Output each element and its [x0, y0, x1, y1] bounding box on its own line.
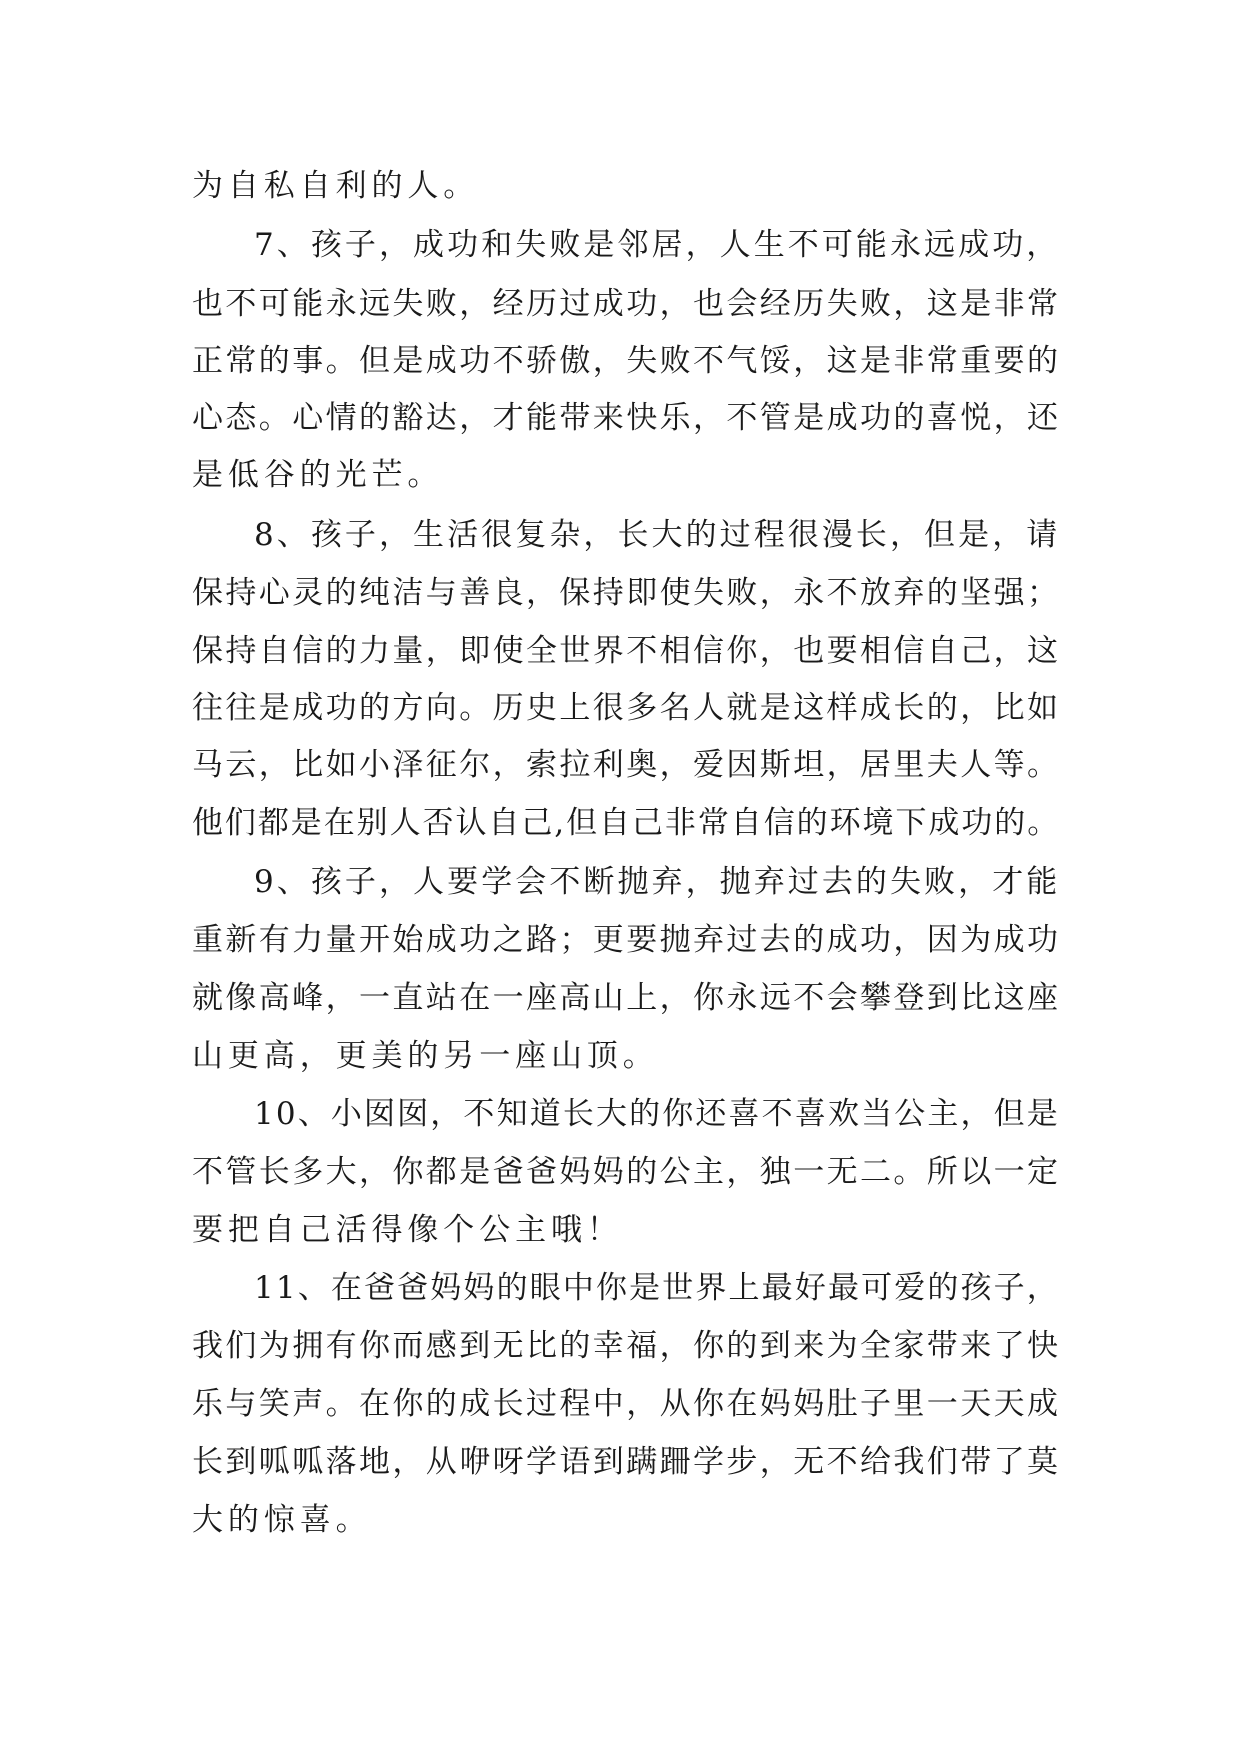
text-line: 也不可能永远失败，经历过成功，也会经历失败，这是非常: [192, 286, 1061, 322]
paragraph-9-first-line: 9、孩子，人要学会不断抛弃，抛弃过去的失败，才能: [254, 864, 1061, 900]
text-line: 不管长多大，你都是爸爸妈妈的公主，独一无二。所以一定: [192, 1154, 1061, 1190]
text-line: 是低谷的光芒。: [192, 457, 444, 493]
text-line: 就像高峰，一直站在一座高山上，你永远不会攀登到比这座: [192, 980, 1061, 1016]
text-line: 心态。心情的豁达，才能带来快乐，不管是成功的喜悦，还: [192, 400, 1061, 436]
paragraph-8-first-line: 8、孩子，生活很复杂，长大的过程很漫长，但是，请: [254, 517, 1061, 553]
text-line: 重新有力量开始成功之路；更要抛弃过去的成功，因为成功: [192, 922, 1061, 958]
text-line: 为自私自利的人。: [192, 168, 480, 204]
text-line: 山更高，更美的另一座山顶。: [192, 1038, 659, 1074]
text-line: 要把自己活得像个公主哦！: [192, 1212, 623, 1248]
text-line: 我们为拥有你而感到无比的幸福，你的到来为全家带来了快: [192, 1328, 1061, 1364]
paragraph-7-first-line: 7、孩子，成功和失败是邻居，人生不可能永远成功，: [254, 227, 1061, 263]
text-line: 乐与笑声。在你的成长过程中，从你在妈妈肚子里一天天成: [192, 1386, 1061, 1422]
text-line: 马云，比如小泽征尔，索拉利奥，爱因斯坦，居里夫人等。: [192, 747, 1061, 783]
paragraph-11-first-line: 11、在爸爸妈妈的眼中你是世界上最好最可爱的孩子，: [254, 1270, 1060, 1306]
text-line: 保持心灵的纯洁与善良，保持即使失败，永不放弃的坚强；: [192, 575, 1061, 611]
text-line: 往往是成功的方向。历史上很多名人就是这样成长的，比如: [192, 690, 1061, 726]
text-line: 保持自信的力量，即使全世界不相信你，也要相信自己，这: [192, 633, 1061, 669]
text-line: 他们都是在别人否认自己,但自己非常自信的环境下成功的。: [192, 805, 1061, 841]
paragraph-10-first-line: 10、小囡囡，不知道长大的你还喜不喜欢当公主，但是: [254, 1096, 1060, 1132]
text-line: 大的惊喜。: [192, 1502, 372, 1538]
text-line: 长到呱呱落地，从咿呀学语到蹒跚学步，无不给我们带了莫: [192, 1444, 1061, 1480]
text-line: 正常的事。但是成功不骄傲，失败不气馁，这是非常重要的: [192, 343, 1061, 379]
